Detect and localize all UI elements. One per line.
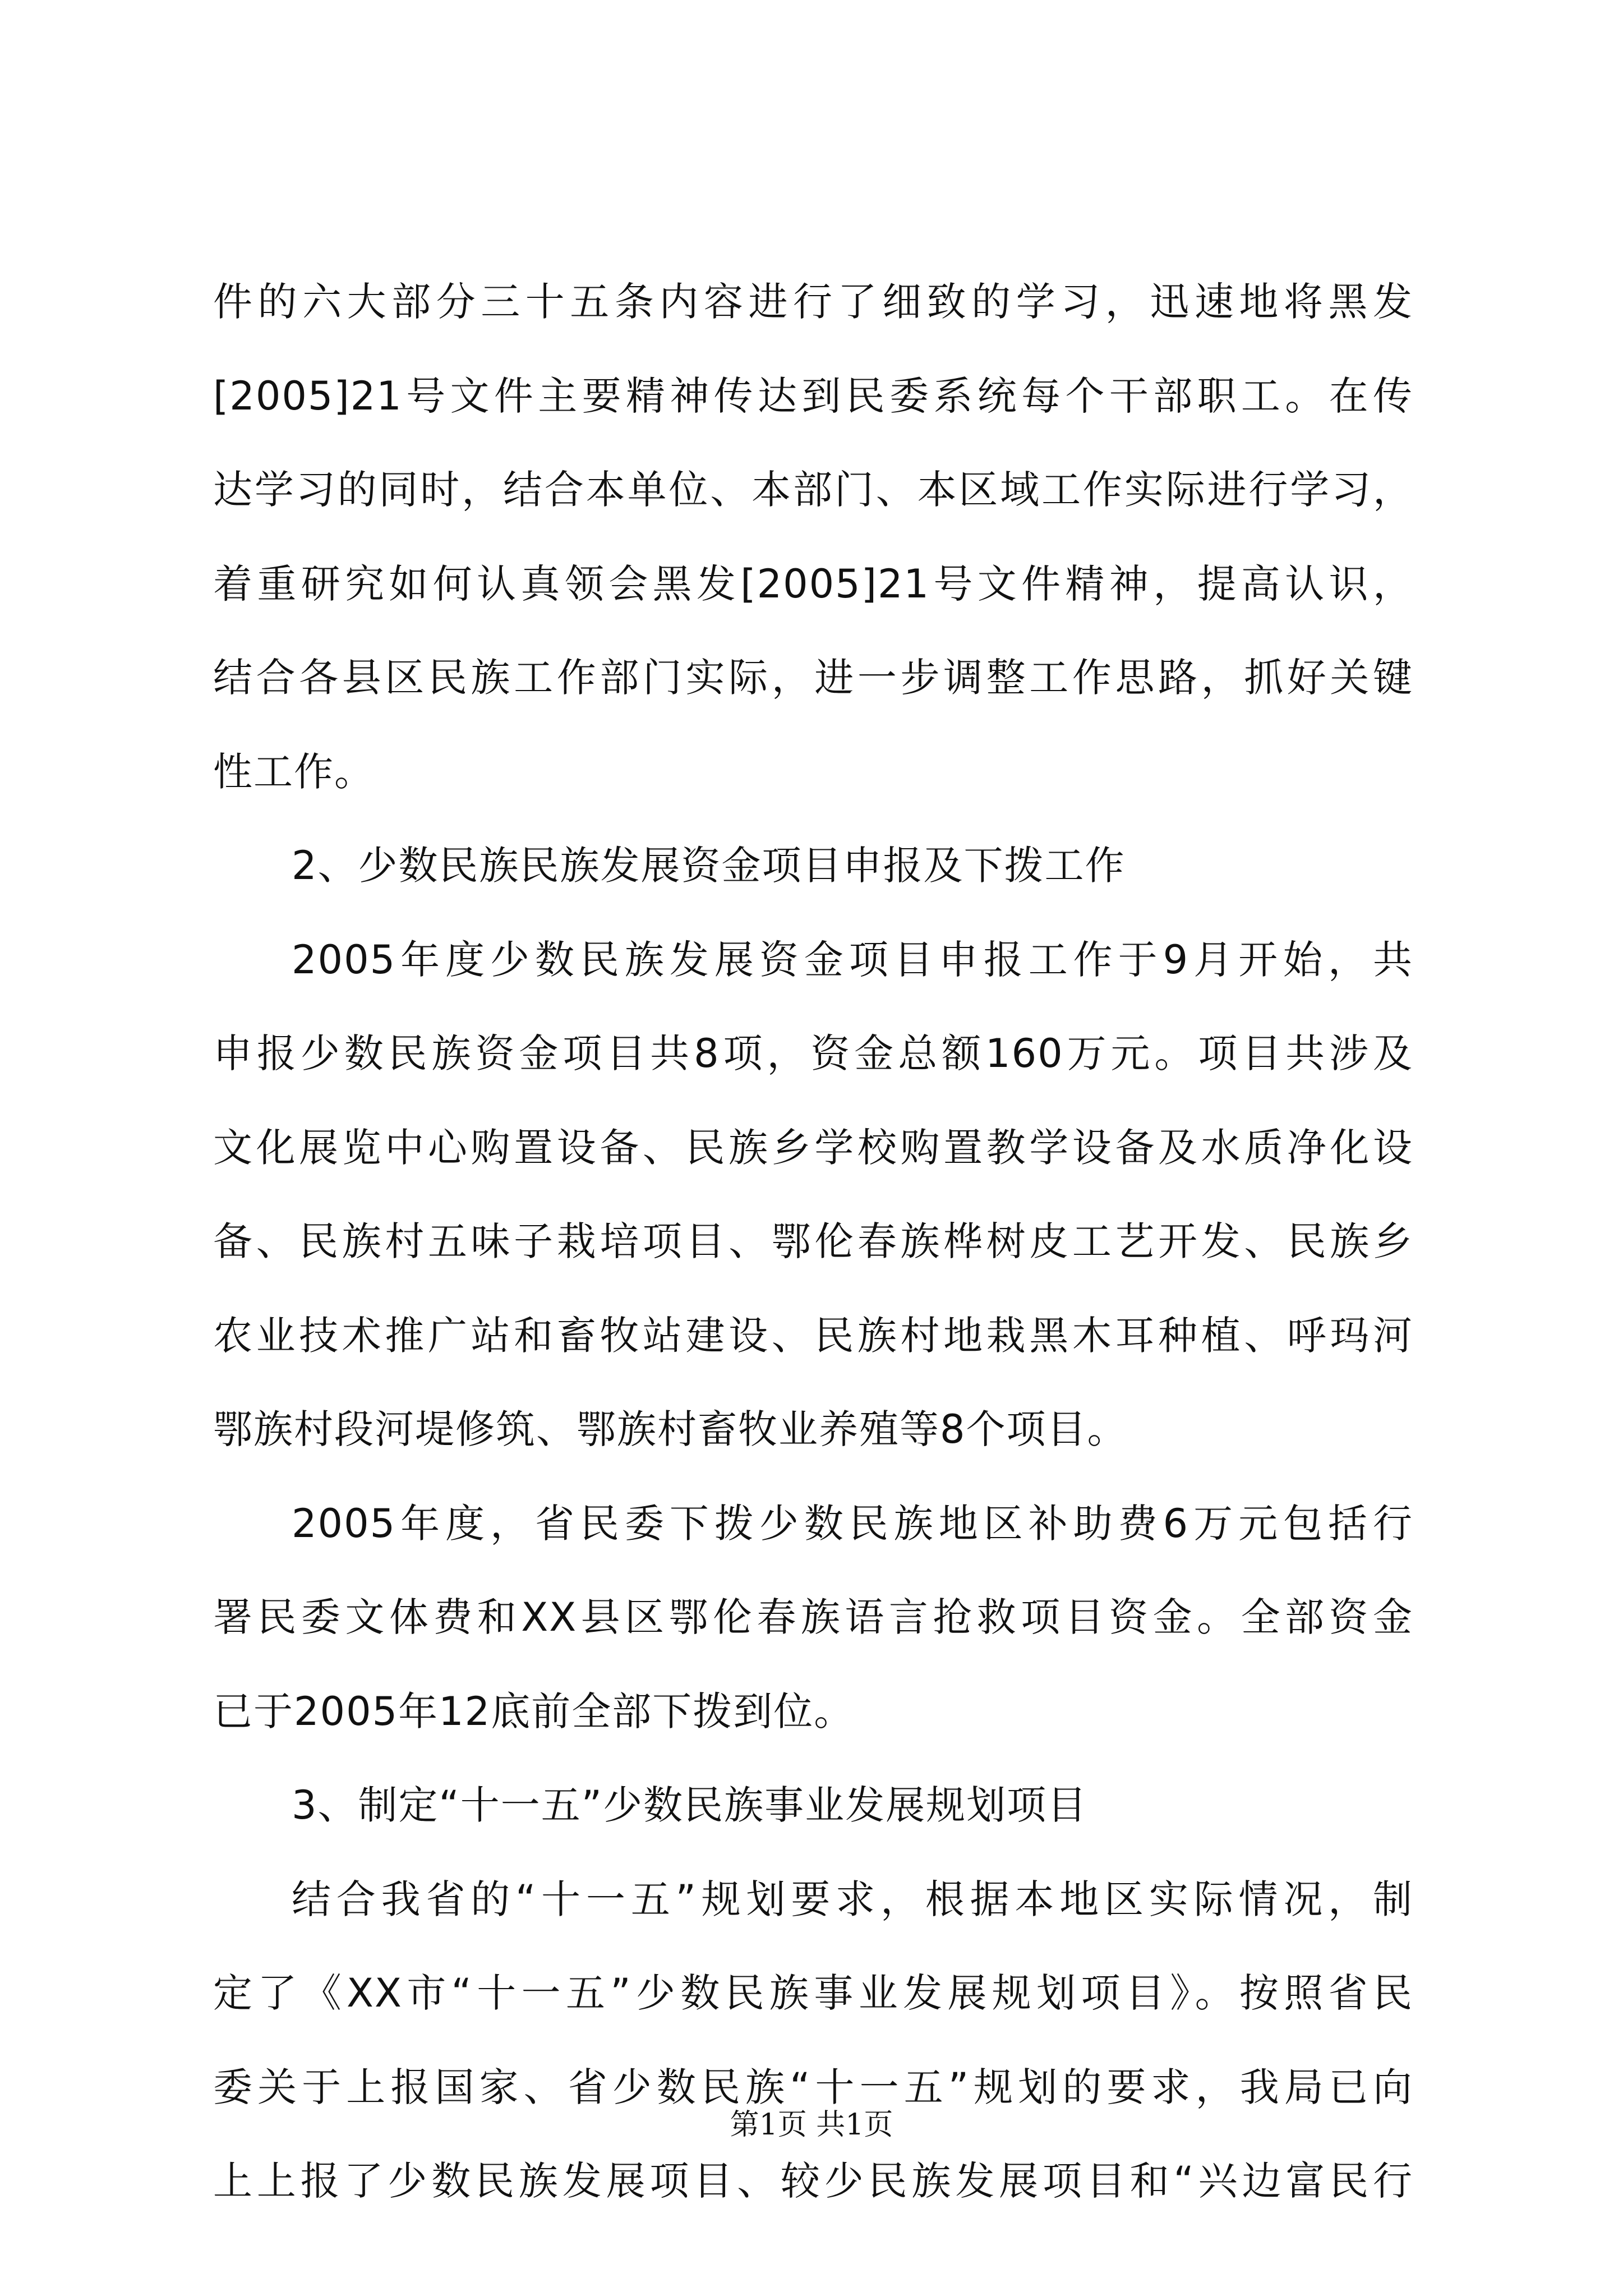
text-line: 定了《XX市“十一五”少数民族事业发展规划项目》。按照省民 — [213, 1970, 1413, 2016]
text-line: 已于2005年12底前全部下拨到位。 — [213, 1688, 855, 1734]
text-line: 农业技术推广站和畜牧站建设、民族村地栽黑木耳种植、呼玛河 — [213, 1312, 1413, 1359]
section-heading: 3、制定“十一五”少数民族事业发展规划项目 — [292, 1782, 1088, 1828]
text-line: 性工作。 — [213, 748, 375, 795]
text-line: 申报少数民族资金项目共8项，资金总额160万元。项目共涉及 — [213, 1030, 1413, 1076]
text-line: 达学习的同时，结合本单位、本部门、本区域工作实际进行学习， — [213, 467, 1413, 513]
document-body — [213, 255, 1413, 2229]
section-heading: 2、少数民族民族发展资金项目申报及下拨工作 — [292, 843, 1126, 889]
text-line: 备、民族村五味子栽培项目、鄂伦春族桦树皮工艺开发、民族乡 — [213, 1218, 1413, 1264]
text-line: 件的六大部分三十五条内容进行了细致的学习，迅速地将黑发 — [213, 279, 1413, 325]
text-line: 结合各县区民族工作部门实际，进一步调整工作思路，抓好关键 — [213, 655, 1413, 701]
text-line: 文化展览中心购置设备、民族乡学校购置教学设备及水质净化设 — [213, 1124, 1413, 1171]
text-line: 着重研究如何认真领会黑发[2005]21号文件精神，提高认识， — [213, 560, 1413, 607]
text-line: 鄂族村段河堤修筑、鄂族村畜牧业养殖等8个项目。 — [213, 1406, 1128, 1452]
page-footer: 第1页 共1页 — [730, 2108, 893, 2142]
text-line: 2005年度，省民委下拨少数民族地区补助费6万元包括行 — [292, 1500, 1413, 1547]
text-line: [2005]21号文件主要精神传达到民委系统每个干部职工。在传 — [213, 372, 1413, 419]
text-line: 2005年度少数民族发展资金项目申报工作于9月开始，共 — [292, 936, 1413, 983]
text-line: 结合我省的“十一五”规划要求，根据本地区实际情况，制 — [292, 1876, 1413, 1922]
text-line: 上上报了少数民族发展项目、较少民族发展项目和“兴边富民行 — [213, 2158, 1413, 2204]
text-line: 委关于上报国家、省少数民族“十一五”规划的要求，我局已向 — [213, 2064, 1413, 2110]
text-line: 署民委文体费和XX县区鄂伦春族语言抢救项目资金。全部资金 — [213, 1594, 1413, 1640]
